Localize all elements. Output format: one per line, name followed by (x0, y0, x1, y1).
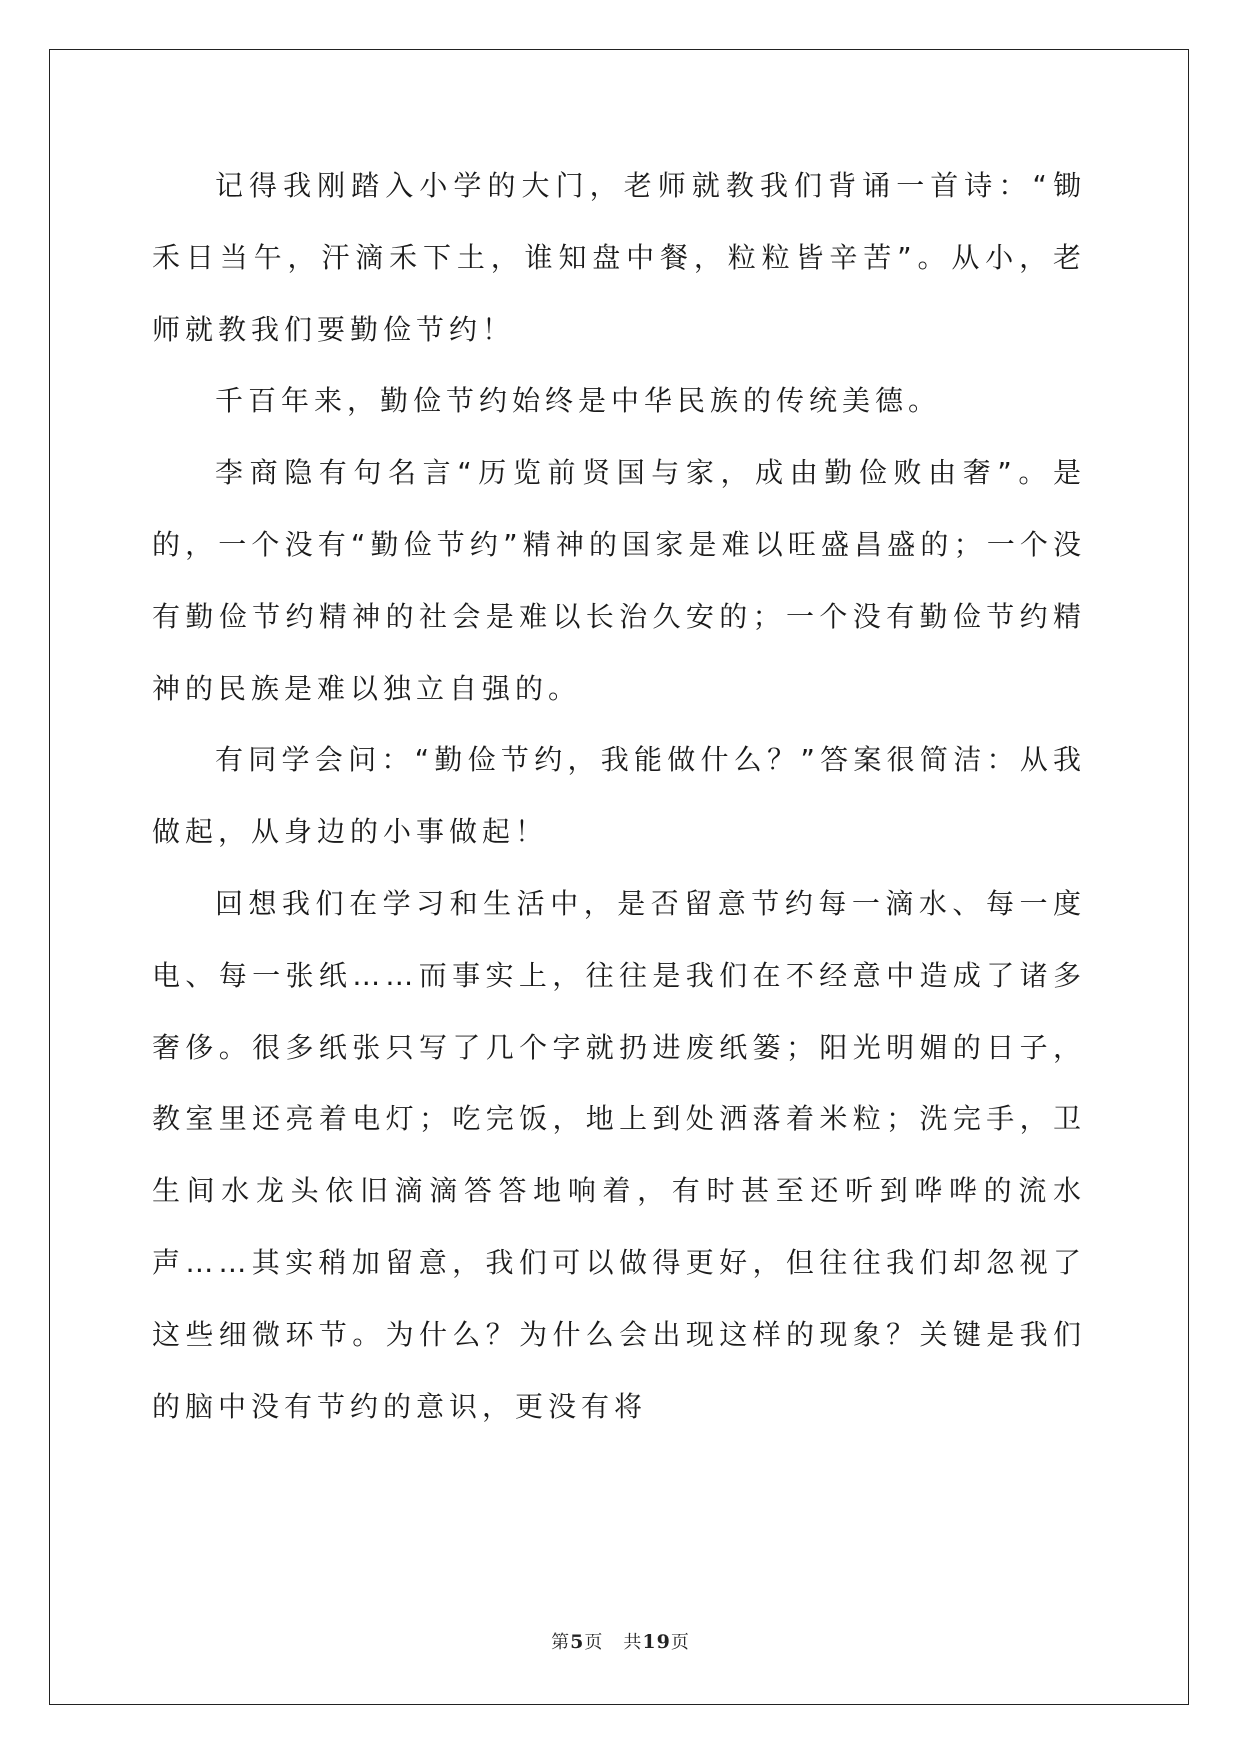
page-number-prefix: 第 (551, 1632, 571, 1653)
page-number-total: 19 (642, 1631, 671, 1653)
page-number-suffix: 页 (584, 1632, 604, 1653)
paragraph: 有同学会问：“勤俭节约，我能做什么？”答案很简洁：从我做起，从身边的小事做起！ (152, 743, 1086, 849)
page-footer (0, 1628, 1241, 1654)
paragraph: 李商隐有句名言“历览前贤国与家，成由勤俭败由奢”。是的，一个没有“勤俭节约”精神的国家是难以旺盛昌盛的；一个没有勤俭节约精神的社会是难以长治久安的；一个没有勤俭节约精神的民族是难以独立自强的。 (152, 456, 1086, 705)
document-body (152, 150, 1086, 1442)
page-total-suffix: 页 (670, 1632, 690, 1653)
paragraph: 回想我们在学习和生活中，是否留意节约每一滴水、每一度电、每一张纸……而事实上，往往是我们在不经意中造成了诸多奢侈。很多纸张只写了几个字就扔进废纸篓；阳光明媚的日子，教室里还亮着电灯；吃完饭，地上到处洒落着米粒；洗完手，卫生间水龙头依旧滴滴答答地响着，有时甚至还听到哗哗的流水声……其实稍加留意，我们可以做得更好，但往往我们却忽视了这些细微环节。为什么？为什么会出现这样的现象？关键是我们的脑中没有节约的意识，更没有将 (152, 886, 1086, 1423)
page-total-prefix: 共 (623, 1632, 643, 1653)
paragraph: 记得我刚踏入小学的大门，老师就教我们背诵一首诗：“锄禾日当午，汗滴禾下土，谁知盘中餐，粒粒皆辛苦”。从小，老师就教我们要勤俭节约！ (152, 169, 1086, 346)
page-number-current: 5 (570, 1631, 585, 1653)
paragraph: 千百年来，勤俭节约始终是中华民族的传统美德。 (215, 384, 942, 418)
